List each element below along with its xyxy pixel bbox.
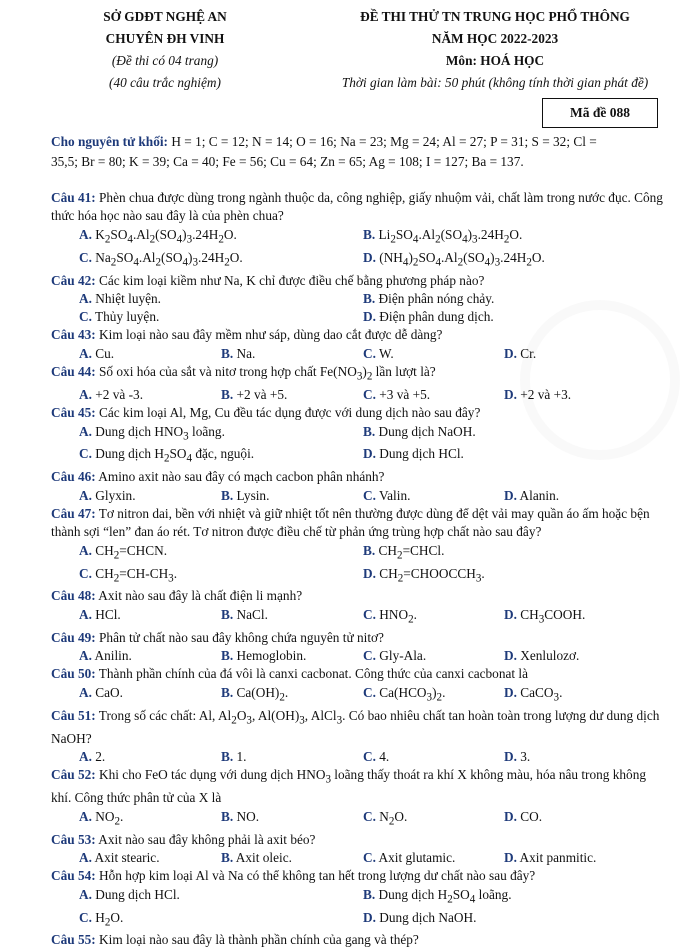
option-b[interactable] (363, 542, 647, 565)
option-text: $NO_2$. (95, 808, 124, 828)
option-letter: B. (363, 290, 376, 306)
question-text: Kim loại nào sau đây mềm như sáp, dùng dao cắt được dễ dàng? (95, 327, 443, 343)
question-text: Kim loại nào sau đây là thành phần chính của gang và thép? (95, 932, 419, 948)
question-50 (51, 665, 663, 683)
exam-title: ĐỀ THI THỬ TN TRUNG HỌC PHỔ THÔNG (360, 9, 630, 24)
option-text: $K_2SO_4.Al_2(SO_4)_3.24H_2O$. (95, 226, 237, 246)
option-a[interactable] (79, 542, 363, 565)
option-d[interactable] (504, 684, 644, 707)
option-text: Dung dịch HCl. (95, 886, 180, 902)
option-letter: A. (79, 808, 92, 824)
option-letter: D. (504, 345, 517, 361)
option-text: $CH_2=CHCl$. (378, 542, 445, 562)
school-name: CHUYÊN ĐH VINH (105, 31, 225, 46)
option-d[interactable] (504, 386, 644, 404)
option-letter: B. (221, 648, 234, 664)
option-text: $CH_3COOH$. (520, 606, 586, 626)
option-letter: A. (79, 290, 92, 306)
question-number: Câu 48: (51, 588, 96, 604)
question-49 (51, 629, 663, 647)
option-letter: A. (79, 226, 92, 242)
atomic-masses-label: Cho nguyên tử khối: (51, 134, 168, 149)
option-letter: C. (79, 446, 92, 462)
option-text: Dung dịch $H_2SO_4$ đặc, nguội. (95, 446, 255, 466)
options-row (51, 226, 663, 249)
option-d[interactable] (363, 445, 647, 468)
option-letter: D. (363, 565, 376, 581)
option-letter: C. (363, 684, 376, 700)
option-d[interactable] (363, 565, 647, 588)
atomic-masses-line2: 35,5; Br = 80; K = 39; Ca = 40; Fe = 56; Cu = 64; Zn = 65; Ag = 108; I = 127; Ba = 137. (51, 154, 524, 169)
question-number: Câu 50: (51, 666, 96, 682)
question-54 (51, 867, 663, 885)
option-text: Gly-Ala. (379, 648, 427, 664)
option-text: CaO. (95, 684, 123, 700)
options-row (51, 308, 663, 326)
option-text: Axit glutamic. (378, 850, 456, 866)
option-b[interactable] (363, 886, 647, 909)
option-b[interactable] (221, 808, 363, 831)
option-b[interactable] (221, 849, 363, 867)
option-text: +2 và -3. (95, 387, 144, 403)
option-text: 1. (236, 749, 247, 765)
option-letter: D. (363, 249, 376, 265)
option-a[interactable] (79, 748, 221, 766)
option-text: Dung dịch $HNO_3$ loãng. (95, 423, 225, 443)
option-text: $Li_2SO_4.Al_2(SO_4)_3.24H_2O$. (378, 226, 523, 246)
option-d[interactable] (504, 487, 644, 505)
option-letter: C. (363, 850, 376, 866)
option-b[interactable] (221, 647, 363, 665)
option-letter: A. (79, 423, 92, 439)
question-number: Câu 42: (51, 272, 96, 288)
option-letter: C. (363, 749, 376, 765)
options-row (51, 249, 663, 272)
option-letter: B. (221, 606, 234, 622)
question-text: Khi cho FeO tác dụng với dung dịch $HNO_3$ loãng thấy thoát ra khí X không màu, hóa nâu trong không khí. Công thức phân tử của X là (51, 767, 646, 806)
option-text: 3. (520, 749, 531, 765)
option-a[interactable] (79, 684, 221, 707)
option-letter: A. (79, 886, 92, 902)
option-text: Na. (236, 345, 256, 361)
option-d[interactable] (363, 308, 647, 326)
option-letter: D. (363, 446, 376, 462)
options-row (51, 542, 663, 565)
option-text: $CH_2=CHOOCCH_3$. (379, 565, 485, 585)
option-b[interactable] (363, 290, 647, 308)
option-text: Valin. (379, 487, 411, 503)
option-text: Thủy luyện. (95, 309, 160, 325)
option-text: Xenlulozơ. (520, 648, 580, 664)
options-row (51, 423, 663, 446)
subject: Môn: HOÁ HỌC (445, 53, 545, 68)
option-letter: D. (504, 850, 517, 866)
option-c[interactable] (363, 345, 504, 363)
option-d[interactable] (504, 606, 644, 629)
question-47 (51, 505, 663, 542)
option-text: NaCl. (236, 606, 268, 622)
option-text: Dung dịch NaOH. (378, 423, 476, 439)
option-c[interactable] (79, 308, 363, 326)
option-c[interactable] (363, 849, 504, 867)
question-46 (51, 468, 663, 486)
options-row (51, 886, 663, 909)
question-number: Câu 55: (51, 932, 96, 948)
question-text: Thành phần chính của đá vôi là canxi cacbonat. Công thức của canxi cacbonat là (95, 666, 528, 682)
option-text: $HNO_2$. (379, 606, 417, 626)
option-text: $CH_2=CHCN$. (95, 542, 168, 562)
question-text: Phân tử chất nào sau đây không chứa nguyên tử nitơ? (95, 629, 384, 645)
option-letter: C. (363, 648, 376, 664)
question-text: Các kim loại kiềm như Na, K chỉ được điều chế bằng phương pháp nào? (95, 272, 485, 288)
option-letter: D. (504, 487, 517, 503)
option-d[interactable] (363, 909, 647, 932)
question-45 (51, 404, 663, 422)
option-d[interactable] (504, 345, 644, 363)
option-text: 2. (95, 749, 106, 765)
question-text: Số oxi hóa của sắt và nitơ trong hợp chất $Fe(NO_3)_2$ lần lượt là? (95, 363, 436, 383)
question-text: Tơ nitron dai, bền với nhiệt và giữ nhiệt tốt nên thường được dùng để dệt vải may quần áo ấm hoặc bện thành sợi “len” đan áo rét. Tơ nitron được điều chế từ phản ứng trùng hợp chất nào sau đây? (51, 505, 650, 540)
option-letter: D. (504, 749, 517, 765)
options-row (51, 565, 663, 588)
option-letter: D. (504, 648, 517, 664)
option-a[interactable] (79, 345, 221, 363)
option-text: Dung dịch $H_2SO_4$ loãng. (378, 886, 512, 906)
option-b[interactable] (221, 345, 363, 363)
option-text: Cr. (520, 345, 537, 361)
option-d[interactable] (504, 748, 644, 766)
options-row (51, 909, 663, 932)
question-number: Câu 46: (51, 469, 96, 485)
option-a[interactable] (79, 226, 363, 249)
option-letter: A. (79, 850, 92, 866)
options-row (51, 487, 663, 505)
option-letter: B. (221, 850, 234, 866)
option-c[interactable] (79, 909, 363, 932)
exam-code-box: Mã đề 088 (542, 98, 658, 128)
question-42 (51, 272, 663, 290)
options-row (51, 647, 663, 665)
options-row (51, 386, 663, 404)
option-text: $(NH_4)_2SO_4.Al_2(SO_4)_3.24H_2O$. (379, 249, 545, 269)
question-55 (51, 931, 663, 949)
option-text: Nhiệt luyện. (95, 290, 161, 306)
option-text: $H_2O$. (95, 909, 124, 929)
header-right (295, 6, 695, 94)
question-text: Amino axit nào sau đây có mạch cacbon phân nhánh? (95, 469, 385, 485)
option-letter: A. (79, 749, 92, 765)
option-text: Glyxin. (95, 487, 136, 503)
question-51 (51, 707, 663, 748)
option-letter: B. (221, 387, 234, 403)
option-letter: C. (79, 909, 92, 925)
option-letter: D. (504, 606, 517, 622)
option-c[interactable] (363, 808, 504, 831)
question-list (51, 189, 663, 950)
option-text: Axit stearic. (94, 850, 160, 866)
question-48 (51, 587, 663, 605)
option-text: Điện phân nóng chảy. (378, 290, 495, 306)
option-letter: D. (504, 684, 517, 700)
option-d[interactable] (504, 849, 644, 867)
option-letter: B. (363, 542, 376, 558)
option-text: +2 và +3. (520, 387, 572, 403)
option-text: Điện phân dung dịch. (379, 309, 494, 325)
option-letter: C. (79, 565, 92, 581)
question-number: Câu 53: (51, 831, 96, 847)
option-letter: B. (363, 886, 376, 902)
question-number: Câu 52: (51, 767, 96, 783)
question-number: Câu 43: (51, 327, 96, 343)
question-52 (51, 766, 663, 807)
question-number: Câu 54: (51, 868, 96, 884)
option-c[interactable] (363, 606, 504, 629)
question-44 (51, 363, 663, 386)
option-text: +3 và +5. (379, 387, 431, 403)
option-letter: B. (363, 423, 376, 439)
option-letter: B. (221, 487, 234, 503)
option-b[interactable] (363, 226, 647, 249)
option-letter: A. (79, 387, 92, 403)
question-number: Câu 41: (51, 190, 96, 205)
option-a[interactable] (79, 606, 221, 629)
options-row (51, 445, 663, 468)
option-text: Anilin. (94, 648, 132, 664)
option-c[interactable] (363, 487, 504, 505)
question-text: Trong số các chất: Al, $Al_2O_3$, $Al(OH)_3$, AlCl$_3$. Có bao nhiêu chất tan hoàn toàn trong lượng dư dung dịch NaOH? (51, 707, 660, 746)
option-text: 4. (379, 749, 390, 765)
option-text: CO. (520, 808, 543, 824)
option-b[interactable] (221, 748, 363, 766)
option-letter: D. (504, 808, 517, 824)
option-letter: C. (363, 606, 376, 622)
option-letter: C. (363, 387, 376, 403)
option-c[interactable] (363, 386, 504, 404)
options-row (51, 290, 663, 308)
option-letter: C. (363, 345, 376, 361)
header-left (45, 6, 285, 94)
question-text: Hỗn hợp kim loại Al và Na có thể không tan hết trong lượng dư chất nào sau đây? (95, 868, 536, 884)
options-row (51, 345, 663, 363)
question-text: Axit nào sau đây là chất điện li mạnh? (95, 588, 303, 604)
option-letter: B. (221, 345, 234, 361)
page-count-note: (Đề thi có 04 trang) (111, 53, 219, 68)
option-d[interactable] (504, 808, 644, 831)
option-letter: C. (79, 309, 92, 325)
option-b[interactable] (221, 684, 363, 707)
option-text: $CH_2=CH-CH_3$. (95, 565, 178, 585)
option-a[interactable] (79, 886, 363, 909)
options-row (51, 808, 663, 831)
option-c[interactable] (79, 565, 363, 588)
option-a[interactable] (79, 647, 221, 665)
question-41 (51, 189, 663, 226)
option-letter: C. (79, 249, 92, 265)
time-note: Thời gian làm bài: 50 phút (không tính thời gian phát đề) (341, 75, 649, 90)
atomic-masses (51, 132, 661, 172)
option-text: $Ca(OH)_2$. (236, 684, 289, 704)
option-a[interactable] (79, 290, 363, 308)
option-text: Alanin. (519, 487, 560, 503)
option-c[interactable] (79, 445, 363, 468)
option-letter: D. (363, 309, 376, 325)
question-number: Câu 49: (51, 629, 96, 645)
option-text: Axit panmitic. (519, 850, 597, 866)
school-year: NĂM HỌC 2022-2023 (431, 31, 559, 46)
option-letter: A. (79, 606, 92, 622)
option-letter: B. (221, 684, 234, 700)
option-text: Hemoglobin. (236, 648, 307, 664)
option-b[interactable] (363, 423, 647, 446)
question-text: Các kim loại Al, Mg, Cu đều tác dụng được với dung dịch nào sau đây? (95, 405, 481, 421)
option-letter: A. (79, 487, 92, 503)
option-letter: C. (363, 808, 376, 824)
option-a[interactable] (79, 386, 221, 404)
option-b[interactable] (221, 606, 363, 629)
option-letter: A. (79, 345, 92, 361)
option-letter: A. (79, 542, 92, 558)
option-a[interactable] (79, 849, 221, 867)
option-text: $N_2O$. (379, 808, 408, 828)
option-text: Axit oleic. (235, 850, 292, 866)
question-text: Axit nào sau đây không phải là axit béo? (95, 831, 316, 847)
option-text: W. (379, 345, 394, 361)
option-text: Dung dịch NaOH. (379, 909, 477, 925)
option-text: +2 và +5. (236, 387, 288, 403)
option-a[interactable] (79, 487, 221, 505)
option-letter: A. (79, 684, 92, 700)
option-c[interactable] (79, 249, 363, 272)
option-text: $Na_2SO_4.Al_2(SO_4)_3.24H_2O$. (95, 249, 243, 269)
option-d[interactable] (363, 249, 647, 272)
option-text: Dung dịch HCl. (379, 446, 464, 462)
option-letter: C. (363, 487, 376, 503)
option-text: Cu. (95, 345, 115, 361)
question-53 (51, 831, 663, 849)
question-number: Câu 47: (51, 505, 96, 521)
option-c[interactable] (363, 647, 504, 665)
option-letter: B. (221, 808, 234, 824)
option-letter: B. (363, 226, 376, 242)
options-row (51, 684, 663, 707)
options-row (51, 849, 663, 867)
department-name: SỞ GDĐT NGHỆ AN (103, 9, 227, 24)
option-letter: D. (363, 909, 376, 925)
question-text: Phèn chua được dùng trong ngành thuộc da, công nghiệp, giấy nhuộm vải, chất làm trong nước đục. Công thức hóa học nào sau đây là của phèn chua? (51, 190, 663, 224)
question-43 (51, 326, 663, 344)
option-c[interactable] (363, 748, 504, 766)
option-a[interactable] (79, 423, 363, 446)
option-text: $Ca(HCO_3)_2$. (379, 684, 446, 704)
option-text: Lysin. (236, 487, 270, 503)
option-text: HCl. (95, 606, 121, 622)
question-number: Câu 45: (51, 405, 96, 421)
option-text: NO. (236, 808, 260, 824)
option-a[interactable] (79, 808, 221, 831)
options-row (51, 748, 663, 766)
option-b[interactable] (221, 386, 363, 404)
option-letter: A. (79, 648, 92, 664)
option-letter: B. (221, 749, 234, 765)
option-text: CaCO$_3$. (520, 684, 563, 704)
atomic-masses-line1: H = 1; C = 12; N = 14; O = 16; Na = 23; Mg = 24; Al = 27; P = 31; S = 32; Cl = (171, 134, 597, 149)
options-row (51, 606, 663, 629)
question-count-note: (40 câu trắc nghiệm) (109, 75, 221, 90)
question-number: Câu 51: (51, 707, 96, 723)
question-number: Câu 44: (51, 363, 96, 379)
option-letter: D. (504, 387, 517, 403)
option-d[interactable] (504, 647, 644, 665)
option-c[interactable] (363, 684, 504, 707)
option-b[interactable] (221, 487, 363, 505)
